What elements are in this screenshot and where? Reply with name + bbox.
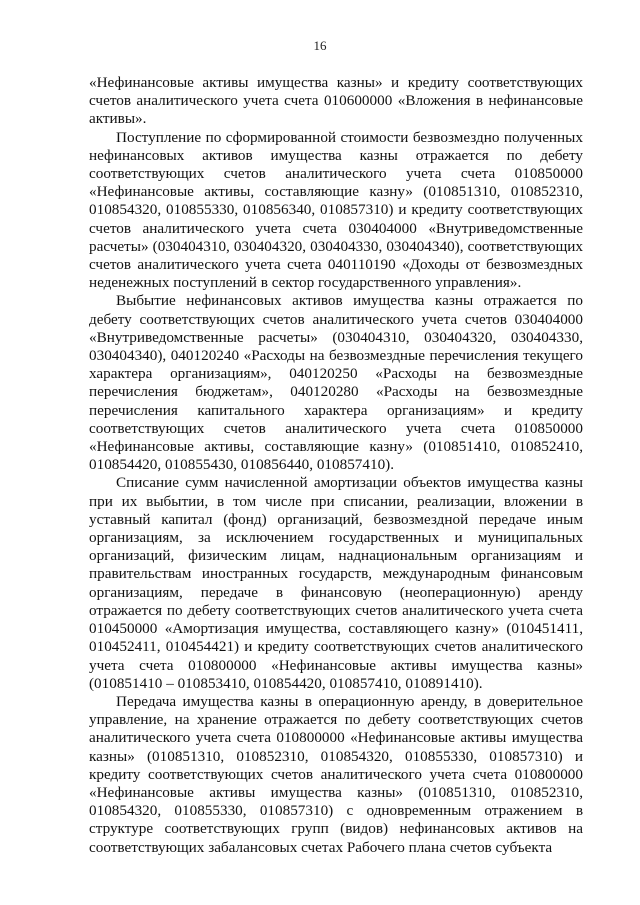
paragraph-depreciation: Списание сумм начисленной амортизации объектов имущества казны при их выбытии, в том числе при списании, реализации, вложении в уставный капитал (фонд) организаций, безвозмездной передаче иным организациям, за исключением государственных и муниципальных организаций, физическим лицам, наднациональным организациям и правительствам иностранных государств, международным финансовым организациям, передаче в финансовую (неоперационную) аренду отражается по дебету соответствующих счетов аналитического учета счета 010450000 «Амортизация имущества, составляющего казну» (010451411, 010452411, 010454421) и кредиту соответствующих счетов аналитического учета счета 010800000 «Нефинансовые активы имущества казны» (010851410 – 010853410, 010854420, 010857410, 010891410). bbox=[89, 474, 583, 692]
paragraph-disposal: Выбытие нефинансовых активов имущества казны отражается по дебету соответствующих счетов аналитического учета счетов 030404000 «Внутриведомственные расчеты» (030404310, 030404320, 030404330, 030404340), 040120240 «Расходы на безвозмездные перечисления текущего характера организациям», 040120250 «Расходы на безвозмездные перечисления бюджетам», 040120280 «Расходы на безвозмездные перечисления капитального характера организациям» и кредиту соответствующих счетов аналитического учета счета 010850000 «Нефинансовые активы, составляющие казну» (010851410, 010852410, 010854420, 010855430, 010856440, 010857410). bbox=[89, 292, 583, 474]
body-text bbox=[89, 74, 583, 857]
page-number: 16 bbox=[313, 38, 327, 53]
paragraph-receipt: Поступление по сформированной стоимости безвозмездно полученных нефинансовых активов имущества казны отражается по дебету соответствующих счетов аналитического учета счета 010850000 «Нефинансовые активы, составляющие казну» (010851310, 010852310, 010854320, 010855330, 010856340, 010857310) и кредиту соответствующих счетов аналитического учета счета 030404000 «Внутриведомственные расчеты» (030404310, 030404320, 030404330, 030404340), соответствующих счетов аналитического учета счета 040110190 «Доходы от безвозмездных неденежных поступлений в сектор государственного управления». bbox=[89, 128, 583, 292]
paragraph-continuation: «Нефинансовые активы имущества казны» и кредиту соответствующих счетов аналитического учета счета 010600000 «Вложения в нефинансовые активы». bbox=[89, 74, 583, 128]
paragraph-lease-transfer: Передача имущества казны в операционную аренду, в доверительное управление, на хранение отражается по дебету соответствующих счетов аналитического учета счета 010800000 «Нефинансовые активы имущества казны» (010851310, 010852310, 010854320, 010855330, 010857310) и кредиту соответствующих счетов аналитического учета счета 010800000 «Нефинансовые активы имущества казны» (010851310, 010852310, 010854320, 010855330, 010857310) с одновременным отражением в структуре соответствующих групп (видов) нефинансовых активов на соответствующих забалансовых счетах Рабочего плана счетов субъекта bbox=[89, 692, 583, 856]
